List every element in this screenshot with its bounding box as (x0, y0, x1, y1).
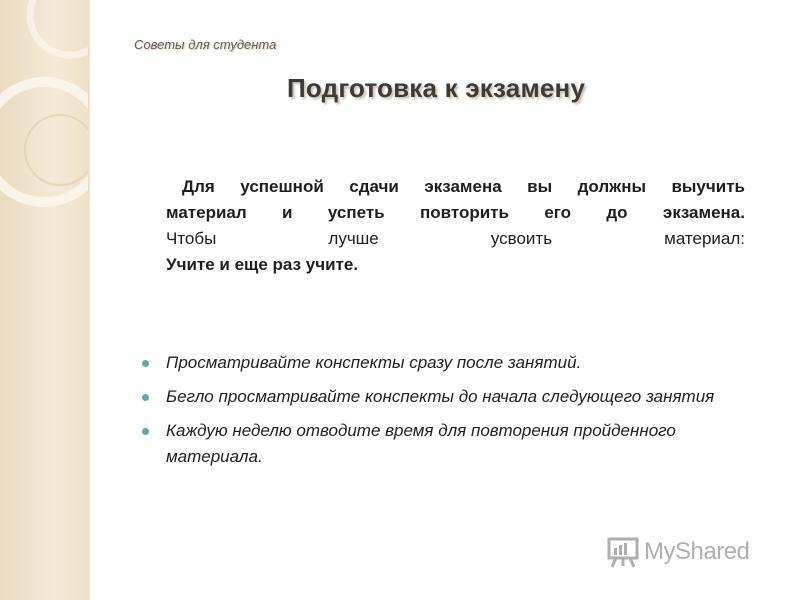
presentation-board-icon (606, 535, 640, 569)
intro-paragraph (166, 174, 745, 278)
bullet-icon (142, 394, 149, 401)
decorative-side-band (0, 0, 88, 600)
decorative-circles (0, 0, 88, 600)
bullet-icon (142, 360, 149, 367)
intro-line-1: Для успешной сдачи экзамена вы должны выучить (182, 177, 745, 196)
band-edge-divider (88, 0, 91, 600)
intro-line-3: Чтобы лучше усвоить материал: (166, 229, 745, 248)
slide-subtitle: Советы для студента (134, 37, 277, 52)
bullet-icon (142, 428, 149, 435)
tips-list (142, 350, 742, 478)
watermark (606, 535, 749, 569)
tip-text: Просматривайте конспекты сразу после занятий. (166, 353, 582, 372)
intro-line-4: Учите и еще раз учите. (166, 255, 359, 274)
list-item (142, 384, 742, 410)
slide-title: Подготовка к экзамену (287, 73, 586, 103)
intro-line-2: материал и успеть повторить его до экзамена. (166, 203, 745, 222)
watermark-text: MyShared (644, 538, 750, 565)
tip-text: Каждую неделю отводите время для повторения пройденного материала. (166, 421, 676, 466)
list-item (142, 350, 742, 376)
tip-text: Бегло просматривайте конспекты до начала следующего занятия (166, 387, 715, 406)
list-item (142, 418, 742, 470)
